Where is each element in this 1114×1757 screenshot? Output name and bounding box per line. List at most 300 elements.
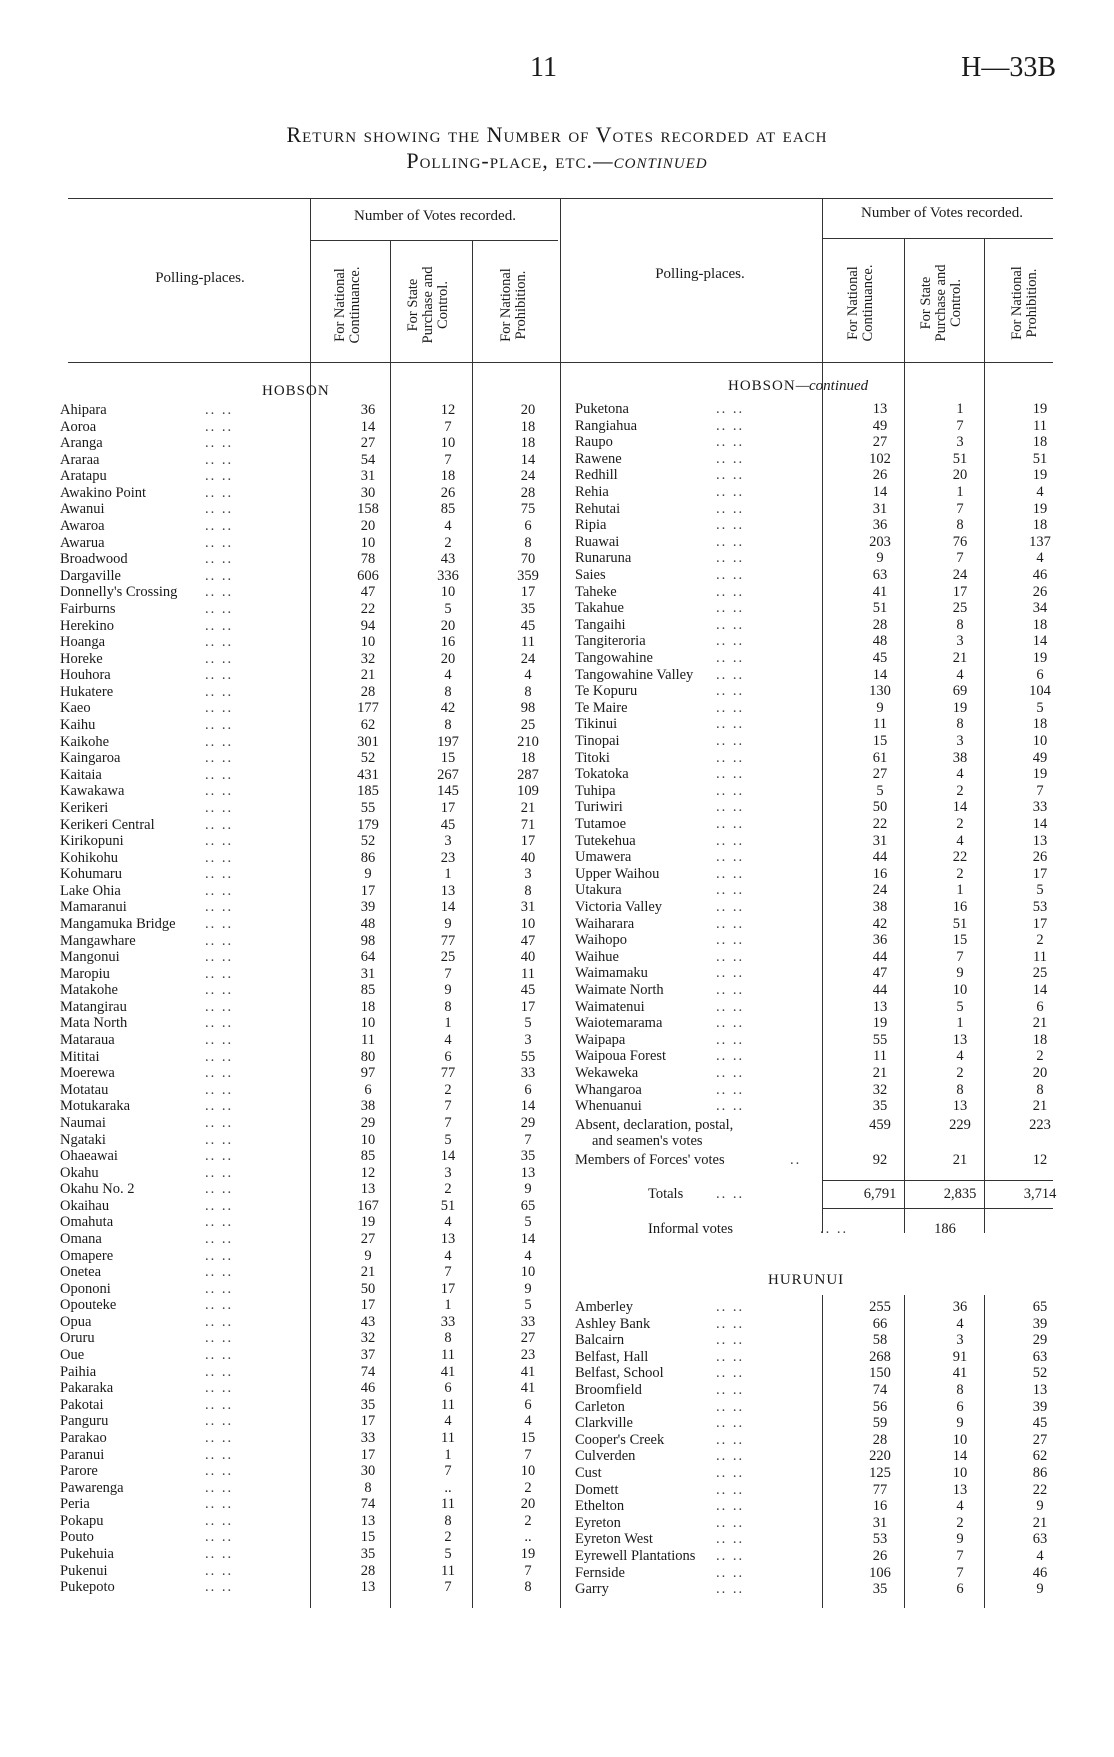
vote-count: 29 xyxy=(1032,1332,1048,1349)
polling-place-name: Tokatoka xyxy=(575,766,629,783)
polling-place-name: Mangawhare xyxy=(60,932,136,949)
table-row xyxy=(0,849,1114,866)
vote-count: 10 xyxy=(360,1015,376,1032)
vote-count: 18 xyxy=(1032,434,1048,451)
dot-leader: .. .. xyxy=(205,484,234,501)
left-votes-underline xyxy=(310,240,558,241)
dot-leader: .. .. xyxy=(205,1380,234,1397)
vote-count: 37 xyxy=(360,1347,376,1364)
totals-leader: .. .. xyxy=(716,1186,745,1202)
vote-count: 7 xyxy=(444,1264,452,1281)
vote-count: 9 xyxy=(956,1415,964,1432)
vote-count: 359 xyxy=(517,567,539,584)
vote-count: 4 xyxy=(524,1413,532,1430)
table-row xyxy=(0,733,1114,750)
polling-place-name: Kohikohu xyxy=(60,849,118,866)
vote-count: 10 xyxy=(520,1463,536,1480)
polling-place-name: Rawene xyxy=(575,450,622,467)
vote-count: 35 xyxy=(520,600,536,617)
vote-count: 4 xyxy=(1036,1548,1044,1564)
vote-count: 2 xyxy=(956,1514,964,1531)
document-code: H—33B xyxy=(961,52,1056,83)
absent-val-2: 229 xyxy=(949,1117,971,1133)
dot-leader: .. .. xyxy=(716,1048,745,1065)
vote-count: 15 xyxy=(520,1429,536,1446)
table-row xyxy=(0,667,1114,684)
vote-count: 10 xyxy=(440,435,456,452)
vote-count: 8 xyxy=(524,534,532,551)
table-row xyxy=(0,1415,1114,1432)
polling-place-name: Waimate North xyxy=(575,982,664,998)
dot-leader: .. .. xyxy=(205,1148,234,1165)
table-row xyxy=(0,1065,1114,1082)
vote-count: 267 xyxy=(437,766,459,783)
vote-count: 51 xyxy=(1032,450,1048,467)
vote-count: 11 xyxy=(1033,417,1047,434)
vote-count: 53 xyxy=(872,1531,888,1548)
dot-leader: .. .. xyxy=(205,1396,234,1413)
dot-leader: .. .. xyxy=(205,584,234,601)
vote-count: 17 xyxy=(952,583,968,600)
dot-leader: .. .. xyxy=(716,633,745,650)
polling-place-name: Kohumaru xyxy=(60,866,123,883)
dot-leader: .. .. xyxy=(716,1514,745,1531)
vote-count: 1 xyxy=(444,1446,452,1463)
vote-count: 6 xyxy=(956,1398,964,1415)
vote-count: 9 xyxy=(876,550,884,567)
polling-place-name: Cust xyxy=(575,1465,602,1481)
dot-leader: .. .. xyxy=(205,982,234,999)
vote-count: 4 xyxy=(1036,484,1044,500)
vote-count: 63 xyxy=(1032,1348,1048,1365)
left-col3-header: For National Prohibition. xyxy=(498,268,529,342)
polling-place-name: Taheke xyxy=(575,583,617,600)
vote-count: 4 xyxy=(444,518,452,535)
absent-votes-row-2 xyxy=(592,1133,1052,1150)
vote-count: 8 xyxy=(524,683,532,700)
vote-count: 63 xyxy=(872,567,888,583)
polling-place-name: Hukatere xyxy=(60,683,114,700)
polling-place-name: Oruru xyxy=(60,1330,95,1347)
vote-count: 17 xyxy=(520,998,536,1015)
vote-count: 9 xyxy=(956,965,964,982)
table-row xyxy=(0,949,1114,966)
left-section-title: HOBSON xyxy=(262,383,330,399)
vote-count: 4 xyxy=(444,1413,452,1430)
polling-place-name: Hoanga xyxy=(60,634,106,651)
vote-count: 23 xyxy=(520,1347,536,1364)
dot-leader: .. .. xyxy=(205,717,234,734)
table-row xyxy=(0,1098,1114,1115)
informal-votes-row xyxy=(0,1221,1114,1238)
vote-count: 80 xyxy=(360,1048,376,1065)
dot-leader: .. .. xyxy=(205,402,234,418)
vote-count: 7 xyxy=(444,418,452,435)
vote-count: 1 xyxy=(444,866,452,883)
polling-place-name: Opononi xyxy=(60,1280,111,1297)
vote-count: 1 xyxy=(956,882,964,899)
polling-place-name: Whenuanui xyxy=(575,1098,642,1115)
dot-leader: .. .. xyxy=(205,899,234,916)
polling-place-name: Puketona xyxy=(575,401,629,417)
dot-leader: .. .. xyxy=(716,1332,745,1349)
vote-count: 11 xyxy=(441,1496,455,1513)
vote-count: 5 xyxy=(1036,882,1044,899)
vote-count: 13 xyxy=(360,1579,376,1596)
polling-place-name: Tuhipa xyxy=(575,782,616,799)
vote-count: 8 xyxy=(444,683,452,700)
informal-leader: .. .. xyxy=(820,1221,849,1237)
vote-count: 7 xyxy=(956,500,964,517)
vote-count: 22 xyxy=(952,849,968,866)
polling-place-name: Tikinui xyxy=(575,716,618,733)
vote-count: 85 xyxy=(440,501,456,518)
dot-leader: .. .. xyxy=(716,965,745,982)
vote-count: 5 xyxy=(524,1214,532,1231)
left-polling-places-header: Polling-places. xyxy=(155,270,245,286)
table-row xyxy=(0,916,1114,933)
totals-val-1: 6,791 xyxy=(863,1186,897,1202)
vote-count: 6 xyxy=(524,1081,532,1098)
vote-count: 51 xyxy=(952,450,968,467)
vote-count: 32 xyxy=(360,650,376,667)
vote-count: 8 xyxy=(524,1579,532,1596)
vote-count: 27 xyxy=(1032,1431,1048,1448)
vote-count: 19 xyxy=(1032,467,1048,484)
vote-count: 14 xyxy=(1032,816,1048,832)
table-row xyxy=(0,1548,1114,1565)
dot-leader: .. .. xyxy=(205,1015,234,1032)
totals-row xyxy=(0,1186,1114,1203)
table-row xyxy=(0,484,1114,501)
table-row xyxy=(0,650,1114,667)
vote-count: 9 xyxy=(364,1247,372,1264)
dot-leader: .. .. xyxy=(205,849,234,866)
dot-leader: .. .. xyxy=(205,1048,234,1065)
vote-count: 34 xyxy=(1032,600,1048,617)
polling-place-name: Omahuta xyxy=(60,1214,114,1231)
dot-leader: .. .. xyxy=(205,1214,234,1231)
vote-count: 7 xyxy=(444,1098,452,1115)
vote-count: 27 xyxy=(872,766,888,783)
vote-count: 255 xyxy=(869,1299,891,1315)
polling-place-name: Tangowahine Valley xyxy=(575,666,694,683)
totals-val-2: 2,835 xyxy=(943,1186,977,1202)
totals-top-rule xyxy=(822,1180,1053,1181)
dot-leader: .. .. xyxy=(716,982,745,998)
vote-count: 3 xyxy=(444,1164,452,1181)
vote-count: 26 xyxy=(872,1548,888,1564)
vote-count: 2 xyxy=(956,1065,964,1081)
vote-count: 52 xyxy=(360,833,376,850)
polling-place-name: Waipoua Forest xyxy=(575,1048,667,1065)
dot-leader: .. .. xyxy=(205,882,234,899)
table-row xyxy=(0,1248,1114,1265)
polling-place-name: Domett xyxy=(575,1481,619,1498)
vote-count: 22 xyxy=(872,816,888,832)
vote-count: 109 xyxy=(517,783,539,800)
vote-count: 91 xyxy=(952,1348,968,1365)
vote-count: 77 xyxy=(872,1481,888,1498)
table-row xyxy=(0,600,1114,617)
polling-place-name: Matangirau xyxy=(60,998,127,1015)
dot-leader: .. .. xyxy=(205,965,234,982)
polling-place-name: Titoki xyxy=(575,749,610,766)
vote-count: 2 xyxy=(956,816,964,832)
vote-count: 16 xyxy=(872,1498,888,1515)
dot-leader: .. .. xyxy=(716,1098,745,1115)
polling-place-name: Kerikeri Central xyxy=(60,816,155,833)
right-section-title xyxy=(728,378,868,395)
vote-count: 39 xyxy=(1032,1315,1048,1332)
right-section-continued: —continued xyxy=(795,378,869,394)
vote-count: 1 xyxy=(956,484,964,500)
vote-count: 2 xyxy=(524,1512,532,1529)
vote-count: 29 xyxy=(520,1114,536,1131)
vote-count: 55 xyxy=(360,799,376,816)
polling-place-name: Paihia xyxy=(60,1363,97,1380)
dot-leader: .. .. xyxy=(716,782,745,799)
polling-place-name: Horeke xyxy=(60,650,103,667)
dot-leader: .. .. xyxy=(205,866,234,883)
polling-place-name: Parakao xyxy=(60,1429,107,1446)
dot-leader: .. .. xyxy=(716,1481,745,1498)
right-col2-header: For State Purchase and Control. xyxy=(918,264,964,342)
vote-count: 4 xyxy=(444,1214,452,1231)
polling-place-name: Umawera xyxy=(575,849,632,866)
vote-count: 31 xyxy=(360,965,376,982)
polling-place-name: Upper Waihou xyxy=(575,865,660,882)
vote-count: 45 xyxy=(520,982,536,999)
vote-count: 25 xyxy=(952,600,968,617)
vote-count: 10 xyxy=(440,584,456,601)
vote-count: 74 xyxy=(360,1363,376,1380)
vote-count: 10 xyxy=(520,915,536,932)
vote-count: 9 xyxy=(524,1280,532,1297)
vote-count: 104 xyxy=(1029,683,1051,700)
dot-leader: .. .. xyxy=(716,550,745,567)
vote-count: 39 xyxy=(360,899,376,916)
vote-count: 150 xyxy=(869,1365,891,1382)
vote-count: 14 xyxy=(440,1148,456,1165)
vote-count: 59 xyxy=(872,1415,888,1432)
vote-count: 11 xyxy=(521,965,535,982)
vote-count: 4 xyxy=(956,1048,964,1065)
polling-place-name: Omapere xyxy=(60,1247,114,1264)
vote-count: 98 xyxy=(360,932,376,949)
polling-place-name: Opouteke xyxy=(60,1297,117,1314)
vote-count: 65 xyxy=(1032,1299,1048,1315)
vote-count: 21 xyxy=(520,799,536,816)
vote-count: 76 xyxy=(952,533,968,550)
vote-count: 7 xyxy=(956,1564,964,1581)
table-row xyxy=(0,584,1114,601)
polling-place-name: Pukenui xyxy=(60,1562,108,1579)
polling-place-name: Mangamuka Bridge xyxy=(60,915,176,932)
vote-count: 33 xyxy=(520,1313,536,1330)
polling-place-name: Kaeo xyxy=(60,700,91,717)
vote-count: 55 xyxy=(872,1031,888,1048)
dot-leader: .. .. xyxy=(716,1315,745,1332)
vote-count: 210 xyxy=(517,733,539,750)
table-row xyxy=(0,683,1114,700)
vote-count: 27 xyxy=(872,434,888,451)
dot-leader: .. .. xyxy=(205,1181,234,1198)
dot-leader: .. .. xyxy=(716,600,745,617)
table-row xyxy=(0,965,1114,982)
vote-count: 11 xyxy=(441,1396,455,1413)
dot-leader: .. .. xyxy=(205,1330,234,1347)
dot-leader: .. .. xyxy=(205,766,234,783)
table-row xyxy=(0,932,1114,949)
table-row xyxy=(0,833,1114,850)
polling-place-name: Awarua xyxy=(60,534,105,551)
table-row xyxy=(0,550,1114,567)
polling-place-name: Waimamaku xyxy=(575,965,648,982)
polling-place-name: Okahu No. 2 xyxy=(60,1181,135,1198)
vote-count: 9 xyxy=(876,699,884,716)
vote-count: 27 xyxy=(520,1330,536,1347)
vote-count: 17 xyxy=(360,1297,376,1314)
vote-count: 26 xyxy=(1032,849,1048,866)
dot-leader: .. .. xyxy=(205,1413,234,1430)
vote-count: 7 xyxy=(524,1562,532,1579)
dot-leader: .. .. xyxy=(716,1365,745,1382)
dot-leader: .. .. xyxy=(716,882,745,899)
dot-leader: .. .. xyxy=(205,1579,234,1596)
vote-count: 7 xyxy=(956,1548,964,1564)
table-row xyxy=(0,1365,1114,1382)
dot-leader: .. .. xyxy=(716,1498,745,1515)
vote-count: 31 xyxy=(872,832,888,849)
dot-leader: .. .. xyxy=(716,948,745,965)
dot-leader: .. .. xyxy=(716,1382,745,1398)
vote-count: 6 xyxy=(524,1396,532,1413)
vote-count: 9 xyxy=(444,915,452,932)
vote-count: 5 xyxy=(956,998,964,1015)
dot-leader: .. .. xyxy=(716,401,745,417)
vote-count: 46 xyxy=(1032,567,1048,583)
vote-count: 185 xyxy=(357,783,379,800)
vote-count: 41 xyxy=(520,1380,536,1397)
vote-count: 17 xyxy=(360,1446,376,1463)
vote-count: 197 xyxy=(437,733,459,750)
vote-count: .. xyxy=(524,1529,532,1546)
vote-count: 26 xyxy=(1032,583,1048,600)
vote-count: 14 xyxy=(952,799,968,816)
table-row xyxy=(0,750,1114,767)
polling-place-name: Mangonui xyxy=(60,949,120,966)
vote-count: 17 xyxy=(440,1280,456,1297)
table-row xyxy=(0,1498,1114,1515)
vote-count: 1 xyxy=(956,401,964,417)
dot-leader: .. .. xyxy=(716,749,745,766)
dot-leader: .. .. xyxy=(716,1564,745,1581)
polling-place-name: Kaingaroa xyxy=(60,750,121,767)
polling-place-name: Eyreton xyxy=(575,1514,621,1531)
dot-leader: .. .. xyxy=(716,832,745,849)
forces-val-1: 92 xyxy=(872,1152,888,1168)
vote-count: 9 xyxy=(956,1531,964,1548)
vote-count: 38 xyxy=(952,749,968,766)
dot-leader: .. .. xyxy=(205,1264,234,1281)
dot-leader: .. .. xyxy=(716,467,745,484)
vote-count: 29 xyxy=(360,1114,376,1131)
vote-count: 85 xyxy=(360,982,376,999)
polling-place-name: Mata North xyxy=(60,1015,128,1032)
table-row xyxy=(0,517,1114,534)
title-line-2-text: Polling-place, etc. xyxy=(406,148,594,173)
polling-place-name: Moerewa xyxy=(60,1065,115,1082)
vote-count: 9 xyxy=(524,1181,532,1198)
dot-leader: .. .. xyxy=(205,451,234,468)
polling-place-name: Naumai xyxy=(60,1114,106,1131)
dot-leader: .. .. xyxy=(716,932,745,949)
vote-count: 15 xyxy=(952,932,968,949)
vote-count: 3 xyxy=(956,1332,964,1349)
vote-count: 301 xyxy=(357,733,379,750)
vote-count: 13 xyxy=(440,882,456,899)
vote-count: 26 xyxy=(440,484,456,501)
vote-count: 25 xyxy=(1032,965,1048,982)
polling-place-name: Oue xyxy=(60,1347,85,1364)
vote-count: 287 xyxy=(517,766,539,783)
dot-leader: .. .. xyxy=(716,1015,745,1032)
dot-leader: .. .. xyxy=(716,500,745,517)
vote-count: 6 xyxy=(956,1581,964,1598)
dot-leader: .. .. xyxy=(205,783,234,800)
left-col1-header: For National Continuance. xyxy=(332,266,363,344)
polling-place-name: Mataraua xyxy=(60,1032,115,1049)
vote-count: 4 xyxy=(524,1247,532,1264)
vote-count: 24 xyxy=(520,468,536,485)
dot-leader: .. .. xyxy=(205,683,234,700)
vote-count: 18 xyxy=(440,468,456,485)
vote-count: 8 xyxy=(444,717,452,734)
dot-leader: .. .. xyxy=(205,534,234,551)
polling-place-name: Carleton xyxy=(575,1398,625,1415)
dot-leader: .. .. xyxy=(716,616,745,633)
dot-leader: .. .. xyxy=(716,1065,745,1081)
dot-leader: .. .. xyxy=(205,1496,234,1513)
vote-count: 17 xyxy=(520,833,536,850)
table-row xyxy=(0,982,1114,999)
dot-leader: .. .. xyxy=(205,1032,234,1049)
vote-count: 44 xyxy=(872,849,888,866)
vote-count: 11 xyxy=(1033,948,1047,965)
vote-count: 21 xyxy=(952,650,968,666)
polling-place-name: Redhill xyxy=(575,467,618,484)
vote-count: 3 xyxy=(524,866,532,883)
table-row xyxy=(0,799,1114,816)
table-row xyxy=(0,899,1114,916)
dot-leader: .. .. xyxy=(205,1562,234,1579)
vote-count: 17 xyxy=(360,1413,376,1430)
polling-place-name: Peria xyxy=(60,1496,90,1513)
polling-place-name: Houhora xyxy=(60,667,111,684)
vote-count: 10 xyxy=(360,634,376,651)
vote-count: 14 xyxy=(952,1448,968,1465)
polling-place-name: Pukepoto xyxy=(60,1579,115,1596)
vote-count: 35 xyxy=(872,1098,888,1115)
dot-leader: .. .. xyxy=(205,567,234,584)
totals-bottom-rule xyxy=(822,1208,1053,1209)
vote-count: 8 xyxy=(1036,1081,1044,1098)
vote-count: 10 xyxy=(952,1431,968,1448)
vote-count: 431 xyxy=(357,766,379,783)
dot-leader: .. .. xyxy=(205,418,234,435)
right-votes-underline xyxy=(822,238,1053,239)
